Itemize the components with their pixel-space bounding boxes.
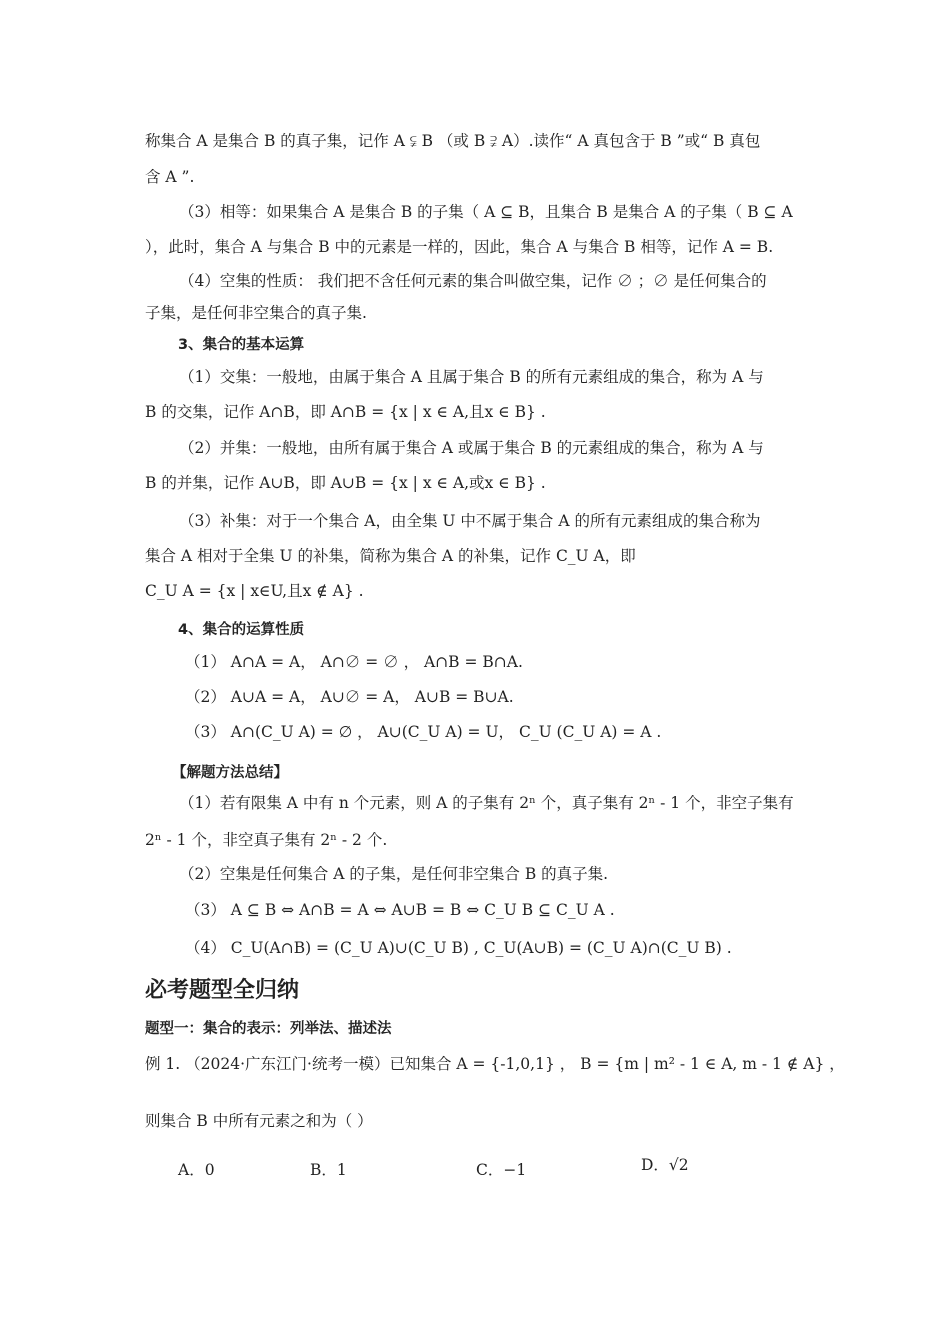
section-heading: 题型一：集合的表示：列举法、描述法: [145, 1021, 392, 1037]
text-line: （3） A ⊆ B ⇔ A∩B = A ⇔ A∪B = B ⇔ C_U B ⊆ C_U A .: [185, 901, 615, 919]
section-heading: 3、集合的基本运算: [178, 337, 305, 353]
text-line: 集合 A 相对于全集 U 的补集，简称为集合 A 的补集，记作 C_U A，即: [145, 547, 636, 565]
choice-a: A．0: [178, 1161, 215, 1179]
text-line: ），此时，集合 A 与集合 B 中的元素是一样的，因此，集合 A 与集合 B 相等，记作 A = B.: [145, 238, 774, 256]
text-line: 含 A ”.: [145, 168, 195, 186]
text-line: （1） A∩A = A， A∩∅ = ∅ ， A∩B = B∩A.: [185, 653, 523, 671]
text-line: （4）空集的性质： 我们把不含任何元素的集合叫做空集，记作 ∅ ；∅ 是任何集合的: [179, 272, 767, 290]
text-line: （3）补集：对于一个集合 A，由全集 U 中不属于集合 A 的所有元素组成的集合称为: [179, 512, 761, 530]
choice-c: C．−1: [476, 1161, 527, 1179]
page-title: 必考题型全归纳: [145, 978, 300, 1003]
choice-d: D．√2: [641, 1156, 689, 1174]
text-line: （3） A∩(C_U A) = ∅ ， A∪(C_U A) = U， C_U (C_U A) = A .: [185, 723, 662, 741]
section-heading: 4、集合的运算性质: [178, 622, 305, 638]
text-line: （2）空集是任何集合 A 的子集，是任何非空集合 B 的真子集.: [179, 865, 609, 883]
text-line: 2ⁿ - 1 个，非空真子集有 2ⁿ - 2 个.: [145, 831, 388, 849]
text-line: 称集合 A 是集合 B 的真子集，记作 A ⫋ B （或 B ⫌ A）.读作“ A 真包含于 B ”或“ B 真包: [145, 132, 761, 150]
text-line: （2） A∪A = A， A∪∅ = A， A∪B = B∪A.: [185, 688, 514, 706]
section-heading: 【解题方法总结】: [172, 765, 288, 781]
text-line: 则集合 B 中所有元素之和为（ ）: [145, 1112, 373, 1130]
text-line: C_U A = {x | x∈U,且x ∉ A} .: [145, 582, 364, 600]
text-line: B 的并集，记作 A∪B，即 A∪B = {x | x ∈ A,或x ∈ B} .: [145, 474, 546, 492]
example-question: 例 1. （2024·广东江门·统考一模）已知集合 A = {-1,0,1} ， B = {m | m² - 1 ∈ A, m - 1 ∉ A} ，: [145, 1055, 845, 1073]
text-line: 子集，是任何非空集合的真子集.: [145, 304, 367, 322]
text-line: （3）相等：如果集合 A 是集合 B 的子集（ A ⊆ B，且集合 B 是集合 A 的子集（ B ⊆ A: [179, 203, 793, 221]
text-line: （2）并集：一般地，由所有属于集合 A 或属于集合 B 的元素组成的集合，称为 A 与: [179, 439, 764, 457]
text-line: （4） C_U(A∩B) = (C_U A)∪(C_U B) , C_U(A∪B) = (C_U A)∩(C_U B) .: [185, 939, 732, 957]
text-line: （1）交集：一般地，由属于集合 A 且属于集合 B 的所有元素组成的集合，称为 A 与: [179, 368, 764, 386]
text-line: （1）若有限集 A 中有 n 个元素，则 A 的子集有 2ⁿ 个，真子集有 2ⁿ - 1 个，非空子集有: [179, 794, 794, 812]
choice-b: B．1: [310, 1161, 347, 1179]
text-line: B 的交集，记作 A∩B，即 A∩B = {x | x ∈ A,且x ∈ B} .: [145, 403, 546, 421]
